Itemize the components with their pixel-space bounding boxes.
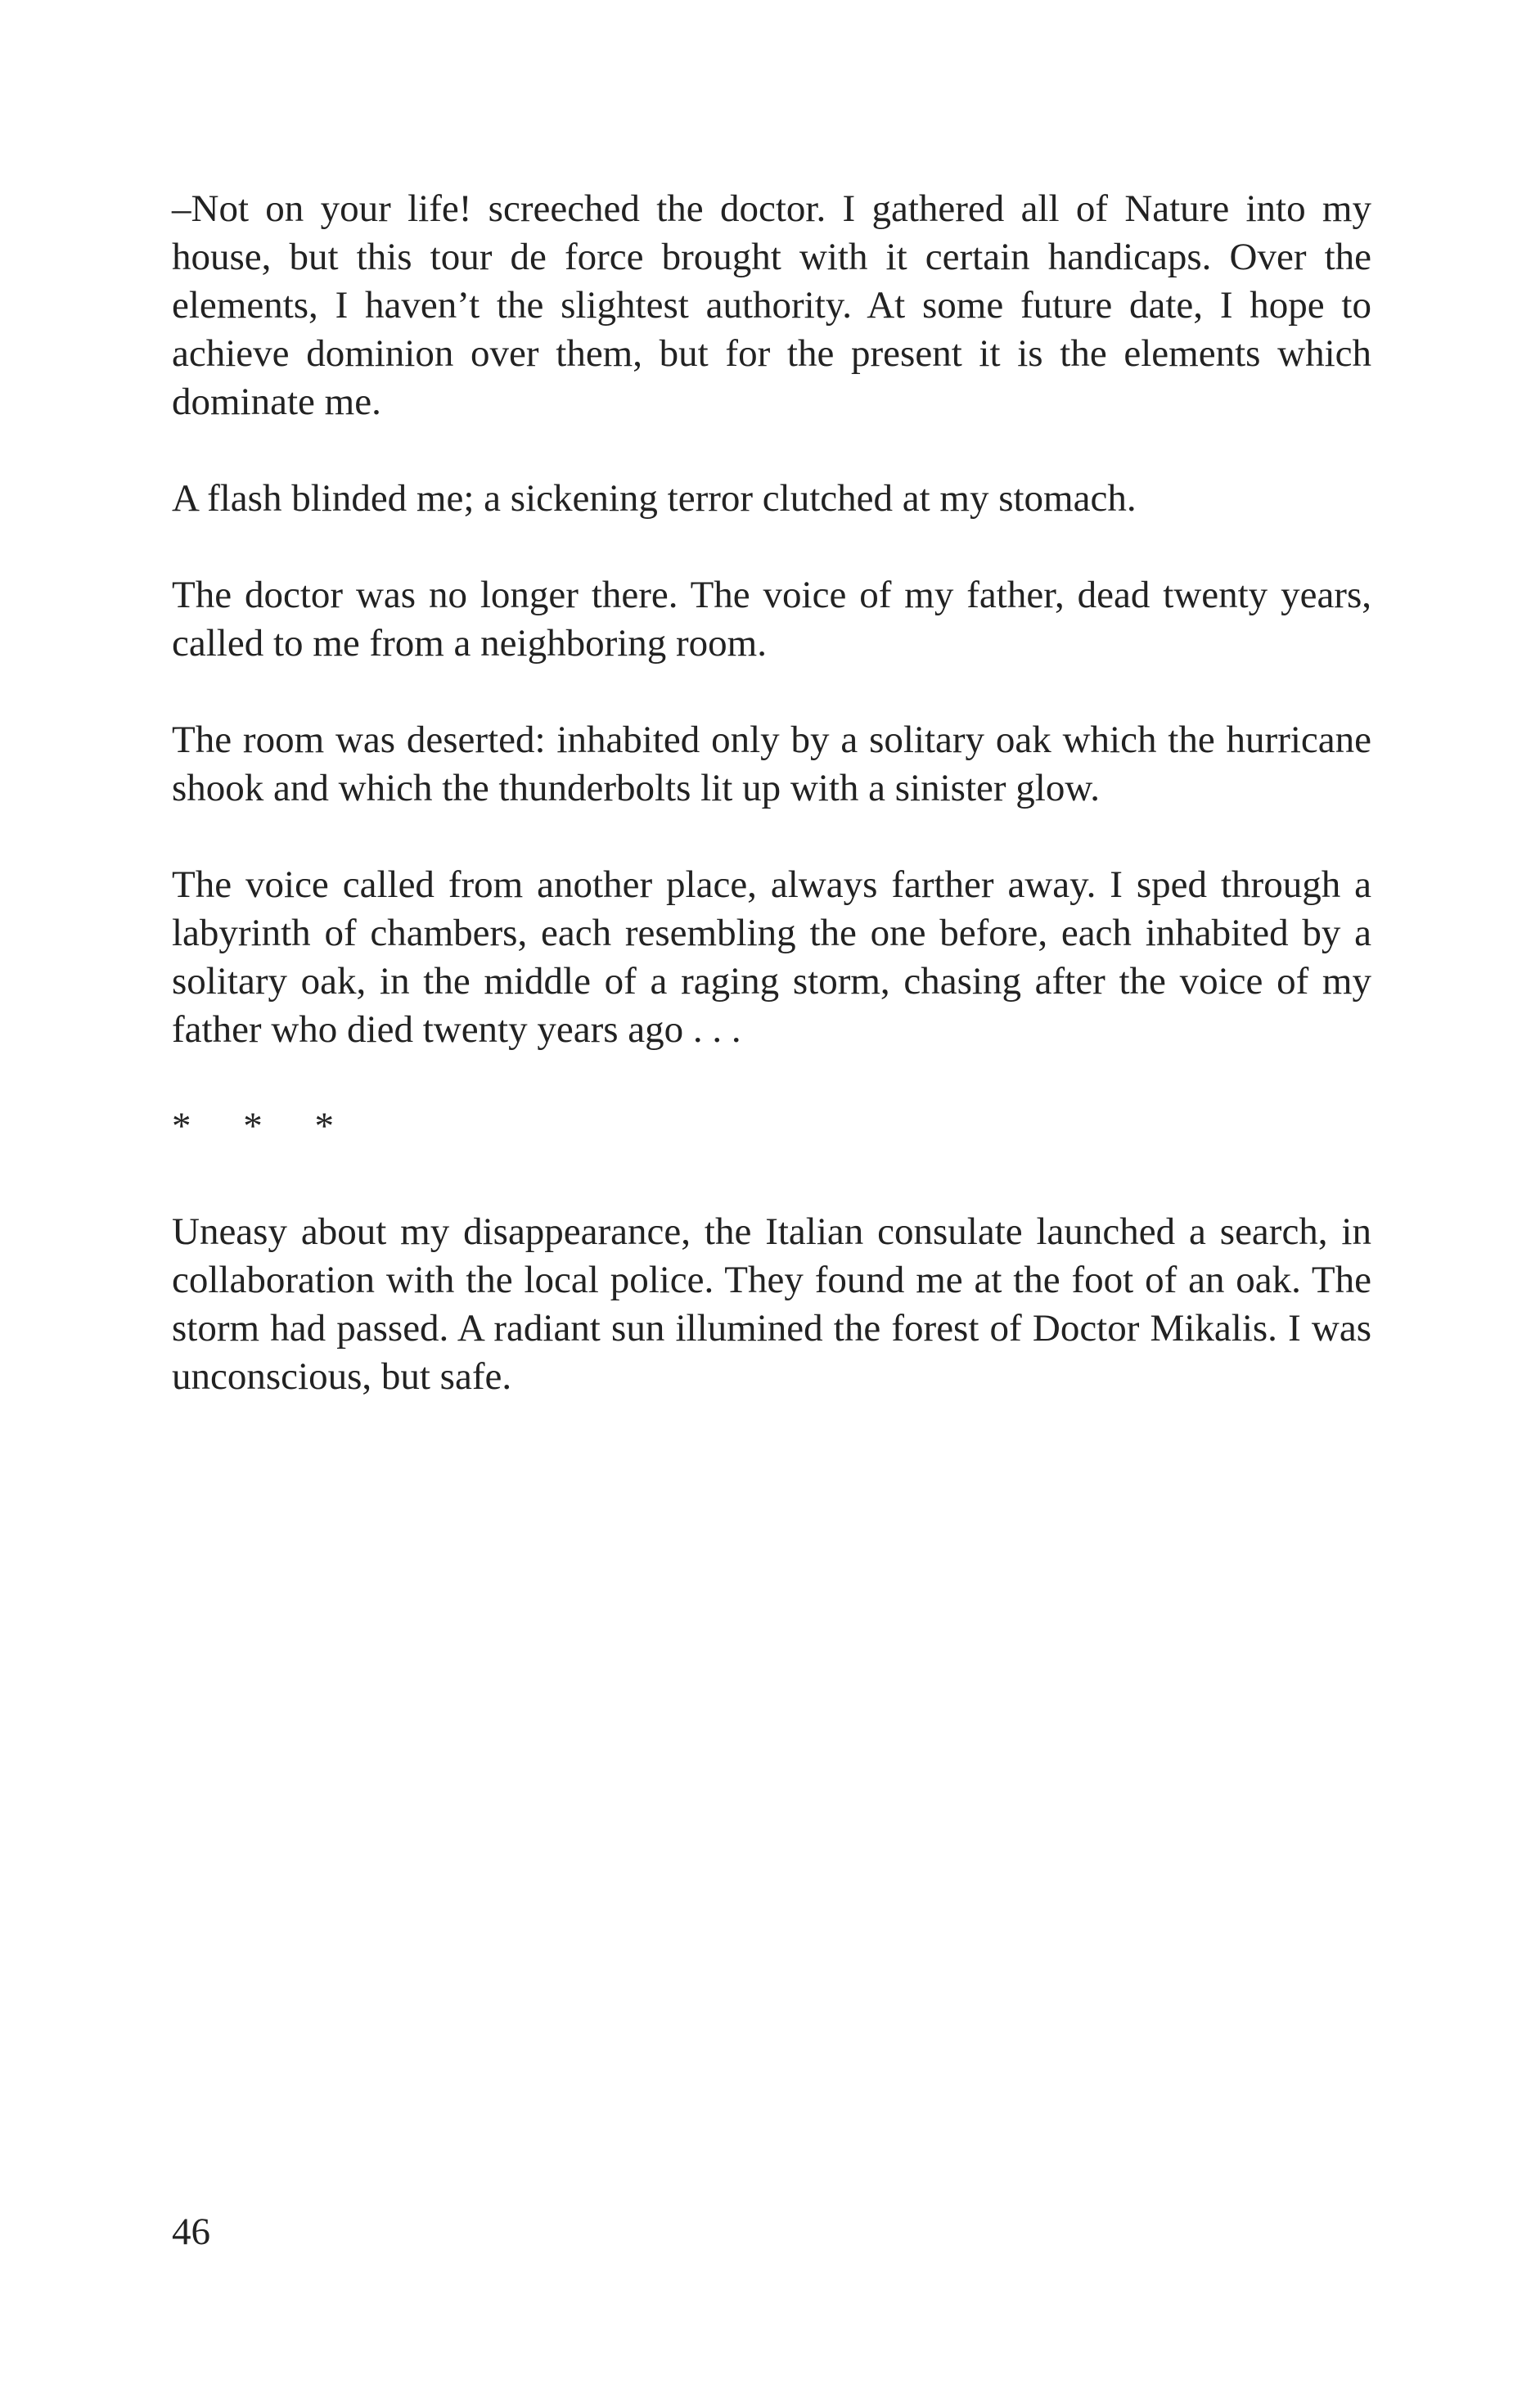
paragraph-rescue: Uneasy about my disappearance, the Italian consulate launched a search, in collaboration with the local police. They found me at the foot of an oak. The storm had passed. A radiant sun illumined the forest of Doctor Mikalis. I was unconscious, but safe.: [172, 1210, 1371, 1398]
paragraph-voice-labyrinth: The voice called from another place, always farther away. I sped through a labyrinth of chambers, each resembling the one before, each inhabited by a solitary oak, in the middle of a raging storm, chasing after the voice of my father who died twenty years ago . . .: [172, 863, 1371, 1051]
paragraph-deserted-room: The room was deserted: inhabited only by a solitary oak which the hurricane shook and which the thunderbolts lit up with a sinister glow.: [172, 719, 1371, 809]
paragraph-doctor-reply: –Not on your life! screeched the doctor. I gathered all of Nature into my house, but this tour de force brought with it certain handicaps. Over the elements, I haven’t the slightest authority. At some future date, I hope to achieve dominion over them, but for the present it is the elements which dominate me.: [172, 187, 1371, 423]
body-text: [172, 185, 1371, 1449]
page-number: 46: [172, 2210, 210, 2253]
section-separator: * * *: [172, 1105, 334, 1147]
paragraph-doctor-gone: The doctor was no longer there. The voice of my father, dead twenty years, called to me from a neighboring room.: [172, 574, 1371, 665]
paragraph-flash: A flash blinded me; a sickening terror clutched at my stomach.: [172, 477, 1137, 520]
